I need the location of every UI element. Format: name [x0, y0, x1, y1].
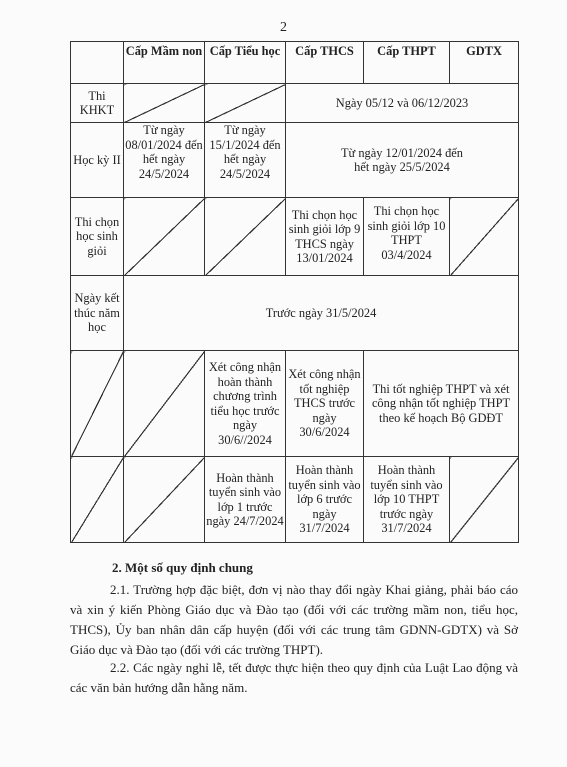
empty-cell — [450, 457, 519, 543]
table-row — [71, 457, 519, 543]
tot-nghiep-thpt: Thi tốt nghiệp THPT và xét công nhận tốt nghiệp THPT theo kế hoạch Bộ GDĐT — [364, 351, 519, 457]
tuyen-sinh-lop-6: Hoàn thành tuyển sinh vào lớp 6 trước ngày 31/7/2024 — [286, 457, 364, 543]
empty-cell — [124, 351, 205, 457]
empty-cell — [450, 198, 519, 276]
hoc-ky-2-tieu-hoc: Từ ngày 15/1/2024 đến hết ngày 24/5/2024 — [205, 123, 286, 198]
paragraph-2-1: 2.1. Trường hợp đặc biệt, đơn vị nào thay đổi ngày Khai giảng, phải báo cáo và xin ý kiến Phòng Giáo dục và Đào tạo (đối với các trường mầm non, tiểu học, THCS), Ủy ban nhân dân cấp huyện (đối với các trung tâm GDNN-GDTX) và Sở Giáo dục và Đào tạo (đối với các trường THPT). — [70, 582, 518, 657]
empty-cell — [124, 198, 205, 276]
table-row — [71, 351, 519, 457]
section-title: 2. Một số quy định chung — [112, 560, 253, 575]
empty-cell — [71, 351, 124, 457]
row-label-hoc-ky-2: Học kỳ II — [71, 123, 124, 198]
hsg-thpt: Thi chọn học sinh giỏi lớp 10 THPT 03/4/2024 — [364, 198, 450, 276]
tot-nghiep-tieu-hoc: Xét công nhận hoàn thành chương trình tiểu học trước ngày 30/6//2024 — [205, 351, 286, 457]
empty-cell — [205, 198, 286, 276]
empty-cell — [205, 84, 286, 123]
hoc-ky-2-mam-non: Từ ngày 08/01/2024 đến hết ngày 24/5/2024 — [124, 123, 205, 198]
table-row — [71, 84, 519, 123]
header-thpt: Cấp THPT — [364, 42, 450, 84]
row-label-khkt: Thi KHKT — [71, 84, 124, 123]
hoc-ky-2-thcs-thpt-gdtx: Từ ngày 12/01/2024 đến hết ngày 25/5/2024 — [286, 123, 519, 198]
khkt-date: Ngày 05/12 và 06/12/2023 — [286, 84, 519, 123]
header-tieu-hoc: Cấp Tiểu học — [205, 42, 286, 84]
header-gdtx: GDTX — [450, 42, 519, 84]
table-row — [71, 123, 519, 198]
table-header-row — [71, 42, 519, 84]
row-label-hsg: Thi chọn học sinh giỏi — [71, 198, 124, 276]
tuyen-sinh-lop-1: Hoàn thành tuyển sinh vào lớp 1 trước ngày 24/7/2024 — [205, 457, 286, 543]
empty-cell — [124, 457, 205, 543]
table-row — [71, 276, 519, 351]
header-thcs: Cấp THCS — [286, 42, 364, 84]
tot-nghiep-thcs: Xét công nhận tốt nghiệp THCS trước ngày 30/6/2024 — [286, 351, 364, 457]
paragraph-2-2: 2.2. Các ngày nghỉ lễ, tết được thực hiện theo quy định của Luật Lao động và các văn bản hướng dẫn hằng năm. — [70, 660, 518, 695]
ket-thuc-date: Trước ngày 31/5/2024 — [124, 276, 519, 351]
header-empty — [71, 42, 124, 84]
header-mam-non: Cấp Mầm non — [124, 42, 205, 84]
empty-cell — [71, 457, 124, 543]
tuyen-sinh-lop-10: Hoàn thành tuyển sinh vào lớp 10 THPT trước ngày 31/7/2024 — [364, 457, 450, 543]
hsg-thcs: Thi chọn học sinh giỏi lớp 9 THCS ngày 13/01/2024 — [286, 198, 364, 276]
page-number: 2 — [280, 20, 287, 35]
table-row — [71, 198, 519, 276]
empty-cell — [124, 84, 205, 123]
row-label-ket-thuc: Ngày kết thúc năm học — [71, 276, 124, 351]
school-year-schedule-table — [70, 41, 519, 543]
